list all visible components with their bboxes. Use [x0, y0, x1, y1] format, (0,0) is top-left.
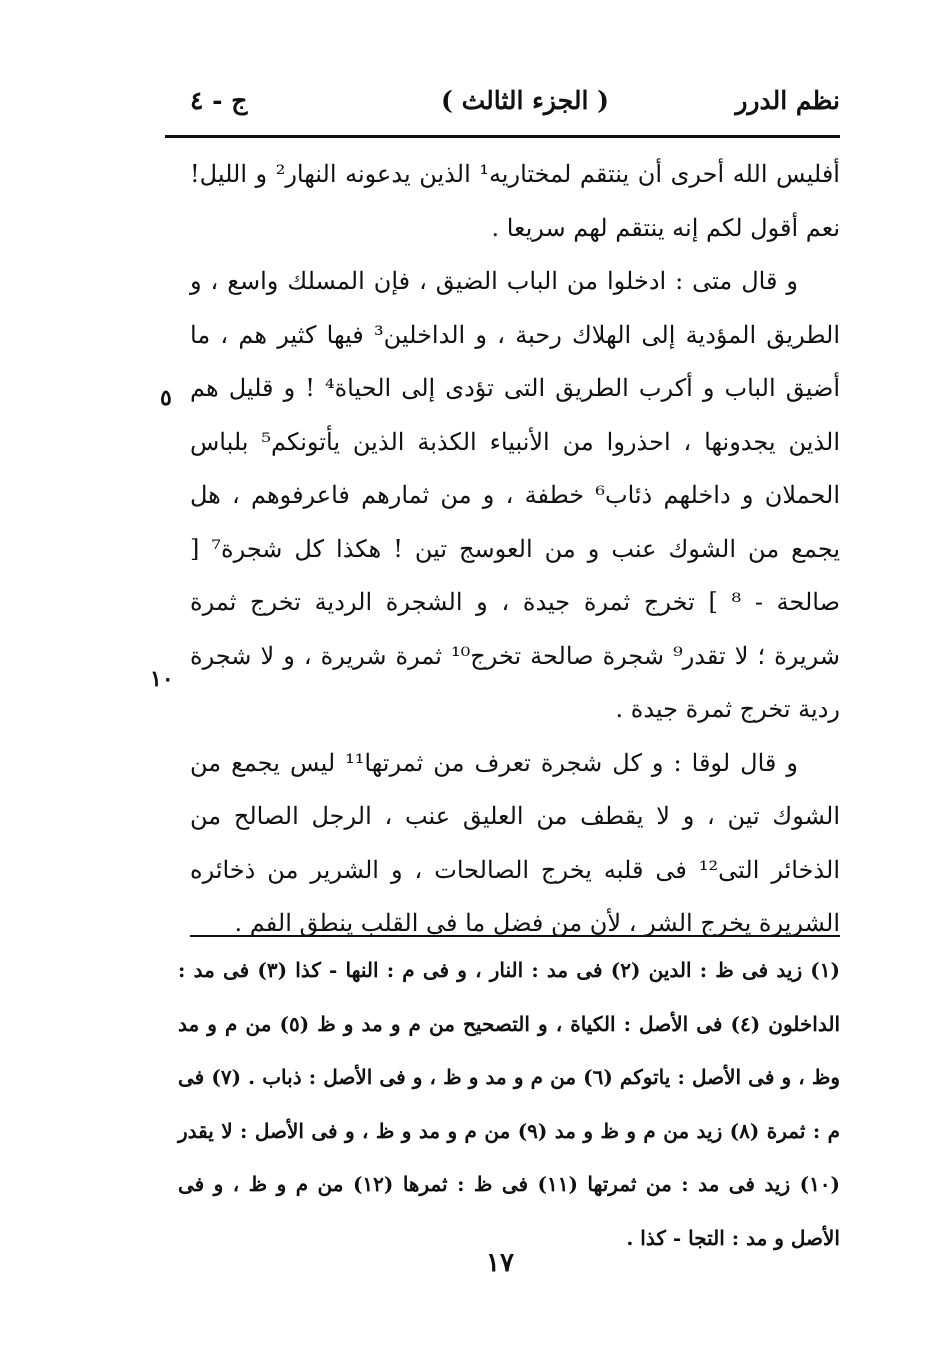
footnotes	[178, 944, 840, 1265]
volume-label: ج - ٤	[190, 86, 248, 115]
header-rule	[165, 135, 840, 138]
page-header	[190, 78, 840, 128]
line-number-5: ٥	[160, 385, 172, 411]
paragraph-1: أفليس الله أحرى أن ينتقم لمختاريه¹ الذين يدعونه النهار² و الليل! نعم أقول لكم إنه ينتقم لهم سريعا .	[190, 160, 840, 242]
main-text	[190, 148, 840, 951]
paragraph-3: و قال لوقا : و كل شجرة تعرف من ثمرتها¹¹ ليس يجمع من الشوك تين ، و لا يقطف من العليق عنب ، الرجل الصالح من الذخائر التى¹² فى قلبه يخرج الصالحات ، و الشرير من ذخائره الشريرة يخرج الشر ، لأن من فضل ما فى القلب ينطق الفم .	[190, 748, 840, 937]
line-number-10: ١٠	[150, 666, 174, 692]
page-number: ١٧	[486, 1248, 514, 1278]
part-label: ( الجزء الثالث )	[441, 86, 609, 115]
footnotes-text: (١) زيد فى ظ : الدين (٢) فى مد : النار ، و فى م : النها - كذا (٣) فى مد : الداخلون (٤) فى الأصل : الكياة ، و التصحيح من م و مد و ظ (٥) من م و مد وظ ، و فى الأصل : ياتوكم (٦) من م و مد و ظ ، و فى الأصل : ذباب . (٧) فى م : ثمرة (٨) زيد من م و ظ و مد (٩) من م و مد و ظ ، و فى الأصل : لا يقدر (١٠) زيد فى مد : من ثمرتها (١١) فى ظ : ثمرها (١٢) من م و ظ ، و فى الأصل و مد : التجا - كذا .	[178, 958, 841, 1250]
paragraph-2: و قال متى : ادخلوا من الباب الضيق ، فإن المسلك واسع ، و الطريق المؤدية إلى الهلاك رحبة ، و الداخلين³ فيها كثير هم ، ما أضيق الباب و أكرب الطريق التى تؤدى إلى الحياة⁴ ! و قليل هم الذين يجدونها ، احذروا من الأنبياء الكذبة الذين يأتونكم⁵ بلباس الحملان و داخلهم ذئاب⁶ خطفة ، و من ثمارهم فاعرفوهم ، هل يجمع من الشوك عنب و من العوسج تين ! هكذا كل شجرة⁷ [ صالحة - ⁸ ] تخرج ثمرة جيدة ، و الشجرة الردية تخرج ثمرة شريرة ؛ لا تقدر⁹ شجرة صالحة تخرج¹⁰ ثمرة شريرة ، و لا شجرة ردية تخرج ثمرة جيدة .	[190, 267, 841, 723]
book-title: نظم الدرر	[735, 86, 840, 115]
footnote-rule	[190, 935, 840, 937]
